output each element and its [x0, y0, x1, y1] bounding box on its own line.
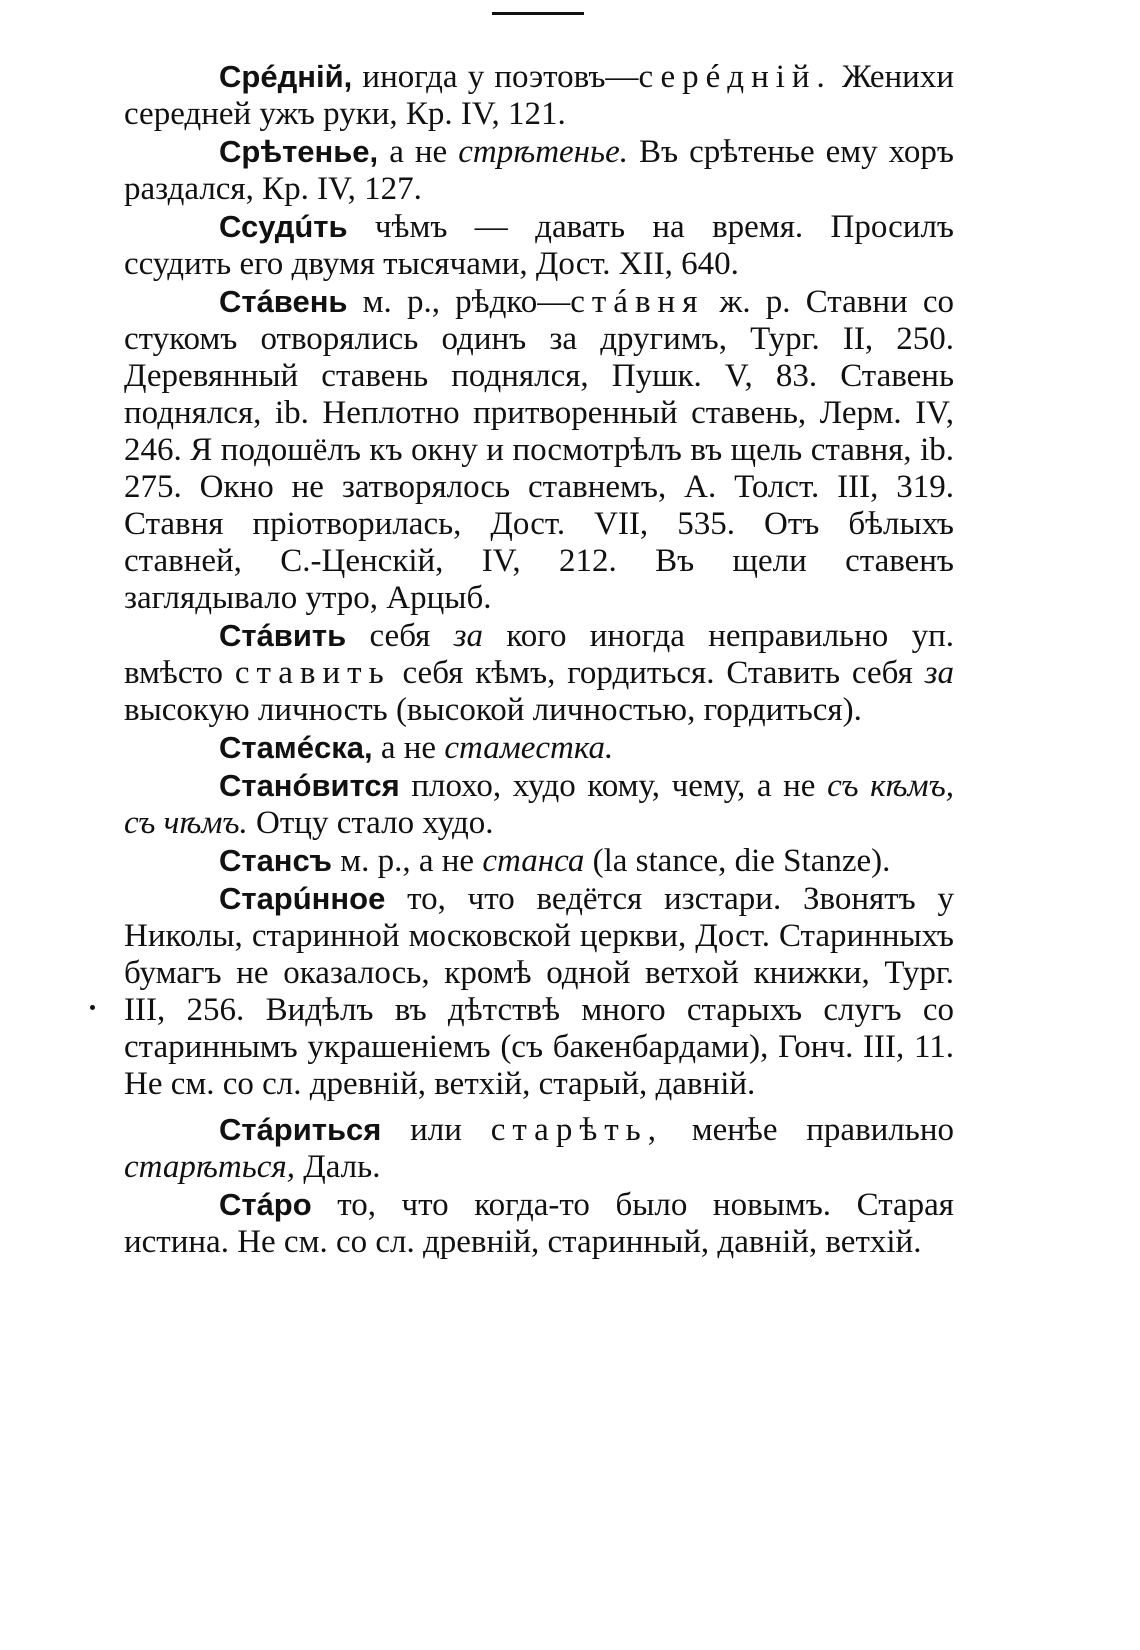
- entry-stanovitsya: Станóвится плохо, худо кому, чему, а не съ кѣмъ, съ чѣмъ. Отцу стало худо.: [124, 768, 954, 841]
- headword: Ссудúть: [219, 209, 348, 244]
- entry-sredniy: Срéдній, иногда у поэтовъ—серéдній. Женихи середней ужъ руки, Кр. IV, 121.: [124, 59, 954, 132]
- entry-staro: Стáро то, что когда-то было новымъ. Старая истина. Не см. со сл. древній, старинный, давній, ветхій.: [124, 1187, 954, 1260]
- entry-stans: Стансъ м. р., а не станса (la stance, die Stanze).: [219, 843, 891, 879]
- headword: Стáвить: [219, 618, 347, 653]
- entry-staven: Стáвень м. р., рѣдко—стáвня ж. р. Ставни со стукомъ отворялись одинъ за другимъ, Тург. II, 250. Деревянный ставень поднялся, Пушк. V, 83. Ставень поднялся, ib. Неплотно притворенный ставень, Лерм. IV, 246. Я подошёлъ къ окну и посмотрѣлъ въ щель ставня, ib. 275. Окно не затворялось ставнемъ, А. Толст. III, 319. Ставня пріотворилась, Дост. VII, 535. Отъ бѣлыхъ ставней, С.-Ценскій, IV, 212. Въ щели ставенъ заглядывало утро, Арцыб.: [124, 284, 954, 616]
- header-rule: [492, 12, 584, 15]
- headword: Стáро: [219, 1187, 312, 1222]
- entry-stameska: Стамéска, а не стамеcтка.: [219, 730, 614, 766]
- margin-speck: [90, 1005, 95, 1010]
- headword: Срѣтенье,: [219, 134, 379, 169]
- dictionary-column: [124, 58, 954, 1261]
- entry-staritsya: Стáриться или старѣть, менѣе правильно старѣться, Даль.: [124, 1112, 954, 1185]
- headword: Станóвится: [219, 768, 400, 803]
- entry-sretenye: Срѣтенье, а не стрѣтенье. Въ срѣтенье ему хоръ раздался, Кр. IV, 127.: [124, 134, 954, 207]
- headword: Старúнное: [219, 881, 386, 916]
- headword: Стамéска,: [219, 730, 373, 765]
- entry-stavit: Стáвить себя за кого иногда неправильно уп. вмѣсто ставить себя кѣмъ, гордиться. Ставить себя за высокую личность (высокой личностью, гордиться).: [124, 618, 955, 728]
- headword: Срéдній,: [219, 59, 353, 94]
- entry-ssudit: Ссудúть чѣмъ — давать на время. Просилъ ссудить его двумя тысячами, Дост. XII, 640.: [124, 209, 954, 282]
- headword: Стáриться: [219, 1112, 382, 1147]
- headword: Стансъ: [219, 843, 332, 878]
- entry-starinnoe: Старúнное то, что ведётся изстари. Звонятъ у Николы, старинной московской церкви, Дост. Старинныхъ бумагъ не оказалось, кромѣ одной ветхой книжки, Тург. III, 256. Видѣлъ въ дѣтствѣ много старыхъ слугъ со стариннымъ украшеніемъ (съ бакенбардами), Гонч. III, 11. Не см. со сл. древній, ветхій, старый, давній.: [124, 881, 954, 1102]
- headword: Стáвень: [219, 284, 348, 319]
